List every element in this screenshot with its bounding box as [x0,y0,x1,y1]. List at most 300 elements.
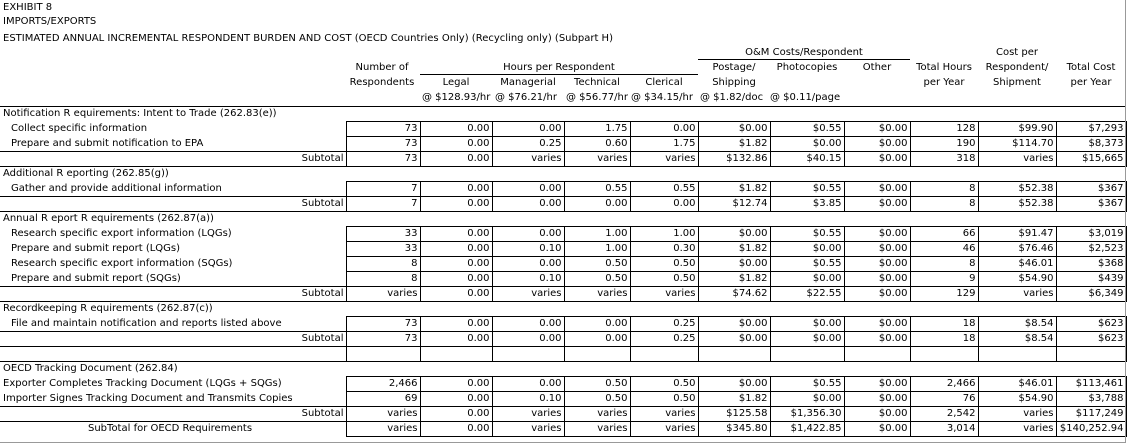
value-cell: 0.50 [564,392,630,407]
value-cell: varies [564,422,630,437]
row-label: Subtotal [0,152,346,167]
value-cell: $0.00 [770,272,844,287]
empty-cell [1056,347,1126,362]
rate-legal: @ $128.93/hr [422,92,491,103]
header-number-of: Number of [355,62,409,73]
empty-cell [770,347,844,362]
header-postage: Postage/ [712,62,756,73]
value-cell: $367 [1056,182,1126,197]
value-cell: 129 [910,287,978,302]
burden-table [0,106,1127,437]
section-label: Notification R equirements: Intent to Trade (262.83(e)) [0,107,346,122]
value-cell: 0.50 [564,377,630,392]
section-header-row [0,362,1126,377]
value-cell: $0.00 [770,392,844,407]
value-cell: $8,373 [1056,137,1126,152]
empty-cell [564,347,630,362]
empty-cell [844,107,910,122]
empty-cell [346,167,420,182]
value-cell: 0.50 [564,257,630,272]
empty-cell [1056,107,1126,122]
empty-cell [492,107,564,122]
empty-cell [978,167,1056,182]
value-cell: 128 [910,122,978,137]
header-other: Other [862,62,892,73]
empty-cell [346,347,420,362]
value-cell: 9 [910,272,978,287]
value-cell: $0.00 [844,227,910,242]
value-cell: varies [346,287,420,302]
empty-cell [346,107,420,122]
value-cell: 1.00 [564,227,630,242]
value-cell: $1,356.30 [770,407,844,422]
value-cell: $0.00 [770,332,844,347]
value-cell: $368 [1056,257,1126,272]
value-cell: 0.25 [630,317,698,332]
value-cell: $0.00 [844,377,910,392]
value-cell: varies [630,422,698,437]
header-managerial: Managerial [500,77,556,88]
value-cell: $0.00 [844,122,910,137]
value-cell: 0.00 [492,332,564,347]
empty-cell [420,362,492,377]
value-cell: $6,349 [1056,287,1126,302]
value-cell: 46 [910,242,978,257]
value-cell: 0.00 [564,317,630,332]
value-cell: $0.00 [844,287,910,302]
value-cell: 2,542 [910,407,978,422]
subtotal-row [0,332,1126,347]
value-cell: 0.00 [630,122,698,137]
header-total-hours: Total Hours [916,62,972,73]
table-row [0,317,1126,332]
empty-cell [630,107,698,122]
value-cell: 8 [346,272,420,287]
empty-cell [978,107,1056,122]
value-cell: 1.75 [630,137,698,152]
empty-cell [630,347,698,362]
value-cell: varies [492,407,564,422]
value-cell: $22.55 [770,287,844,302]
empty-cell [492,212,564,227]
value-cell: 0.10 [492,272,564,287]
table-row [0,137,1126,152]
value-cell: 0.00 [492,197,564,212]
subtotal-row [0,287,1126,302]
grand-total-row [0,422,1126,437]
empty-cell [346,302,420,317]
empty-cell [844,362,910,377]
row-label: Prepare and submit report (SQGs) [11,272,181,284]
row-label: Exporter Completes Tracking Document (LQGs + SQGs) [3,378,282,389]
value-cell: 0.00 [420,197,492,212]
value-cell: 1.00 [630,227,698,242]
section-header-row [0,212,1126,227]
value-cell: 0.00 [420,152,492,167]
empty-cell [910,167,978,182]
value-cell: 0.00 [630,197,698,212]
empty-cell [978,347,1056,362]
value-cell: $40.15 [770,152,844,167]
value-cell: $117,249 [1056,407,1126,422]
table-row [0,182,1126,197]
empty-cell [770,302,844,317]
value-cell: 0.00 [564,332,630,347]
header-clerical: Clerical [645,77,683,88]
value-cell: $0.00 [698,227,770,242]
value-cell: 318 [910,152,978,167]
empty-cell [910,362,978,377]
empty-cell [1056,362,1126,377]
value-cell: $46.01 [978,377,1056,392]
value-cell: 0.00 [420,242,492,257]
value-cell: $3.85 [770,197,844,212]
section-label: OECD Tracking Document (262.84) [0,362,346,377]
value-cell: $3,019 [1056,227,1126,242]
value-cell: $114.70 [978,137,1056,152]
empty-cell [844,212,910,227]
value-cell: $3,788 [1056,392,1126,407]
table-row [0,257,1126,272]
value-cell: 0.50 [630,377,698,392]
value-cell: 1.75 [564,122,630,137]
exhibit-description: ESTIMATED ANNUAL INCREMENTAL RESPONDENT BURDEN AND COST (OECD Countries Only) (Recycling only) (Subpart H) [3,33,613,44]
empty-cell [770,362,844,377]
value-cell: 76 [910,392,978,407]
value-cell: varies [630,287,698,302]
value-cell: 8 [910,257,978,272]
value-cell: 0.00 [420,137,492,152]
empty-cell [910,212,978,227]
table-row [0,392,1126,407]
value-cell: 0.00 [492,317,564,332]
section-label: Additional R eporting (262.85(g)) [0,167,346,182]
empty-cell [564,212,630,227]
value-cell: 0.00 [564,197,630,212]
empty-cell [698,167,770,182]
exhibit-subject: IMPORTS/EXPORTS [3,16,97,27]
empty-cell [630,212,698,227]
empty-cell [346,212,420,227]
value-cell: $0.00 [698,317,770,332]
value-cell: 8 [346,257,420,272]
header-underline [420,74,698,75]
value-cell: 8 [910,197,978,212]
value-cell: $52.38 [978,197,1056,212]
value-cell: varies [564,152,630,167]
value-cell: $54.90 [978,392,1056,407]
value-cell: $74.62 [698,287,770,302]
value-cell: $0.55 [770,182,844,197]
empty-cell [698,347,770,362]
value-cell: 0.00 [492,257,564,272]
value-cell: 0.00 [420,182,492,197]
empty-cell [910,347,978,362]
empty-cell [844,347,910,362]
value-cell: 2,466 [346,377,420,392]
value-cell: $0.00 [844,137,910,152]
empty-cell [564,302,630,317]
value-cell: $8.54 [978,317,1056,332]
empty-cell [420,302,492,317]
section-header-row [0,107,1126,122]
value-cell: $54.90 [978,272,1056,287]
value-cell: 73 [346,122,420,137]
value-cell: $132.86 [698,152,770,167]
value-cell: 18 [910,332,978,347]
header-shipping: Shipping [712,77,756,88]
empty-cell [770,212,844,227]
header-om-costs: O&M Costs/Respondent [745,47,863,58]
value-cell: $0.55 [770,122,844,137]
value-cell: 0.50 [630,272,698,287]
value-cell: $0.00 [844,422,910,437]
table-row [0,377,1126,392]
value-cell: $367 [1056,197,1126,212]
value-cell: 0.50 [564,272,630,287]
value-cell: 33 [346,227,420,242]
section-label: Recordkeeping R equirements (262.87(c)) [0,302,346,317]
empty-cell [492,167,564,182]
empty-cell [630,362,698,377]
table-row [0,242,1126,257]
header-per-year: per Year [923,77,965,88]
empty-cell [420,167,492,182]
value-cell: $91.47 [978,227,1056,242]
row-label: Subtotal [0,332,346,347]
row-label: Subtotal [0,407,346,422]
value-cell: $7,293 [1056,122,1126,137]
value-cell: 0.00 [420,257,492,272]
value-cell: $0.55 [770,377,844,392]
row-label: Research specific export information (LQGs) [11,228,232,239]
value-cell: 0.00 [420,122,492,137]
rate-technical: @ $56.77/hr [566,92,628,103]
subtotal-row [0,152,1126,167]
row-label: Prepare and submit report (LQGs) [11,243,181,254]
value-cell: 0.50 [630,392,698,407]
value-cell: 0.00 [420,407,492,422]
value-cell: 73 [346,317,420,332]
row-label: Subtotal [0,197,346,212]
value-cell: 0.00 [420,332,492,347]
exhibit-number: EXHIBIT 8 [3,2,53,13]
value-cell: $2,523 [1056,242,1126,257]
value-cell: 0.30 [630,242,698,257]
table-body [0,107,1126,437]
value-cell: 0.00 [492,182,564,197]
value-cell: 190 [910,137,978,152]
empty-cell [564,167,630,182]
value-cell: 18 [910,317,978,332]
empty-cell [564,107,630,122]
value-cell: $0.00 [770,137,844,152]
value-cell: $0.00 [844,392,910,407]
value-cell: 0.55 [630,182,698,197]
empty-cell [698,212,770,227]
value-cell: $623 [1056,332,1126,347]
value-cell: 0.00 [420,272,492,287]
empty-cell [1056,302,1126,317]
value-cell: $439 [1056,272,1126,287]
value-cell: 73 [346,332,420,347]
value-cell: 7 [346,197,420,212]
value-cell: 0.50 [630,257,698,272]
empty-cell [844,167,910,182]
value-cell: varies [346,422,420,437]
value-cell: varies [630,152,698,167]
value-cell: varies [564,287,630,302]
empty-cell [698,107,770,122]
value-cell: $0.00 [698,257,770,272]
header-shipment: Shipment [993,77,1041,88]
table-row [0,122,1126,137]
empty-cell [630,302,698,317]
blank-row [0,347,1126,362]
value-cell: 0.00 [420,227,492,242]
value-cell: 0.00 [420,287,492,302]
value-cell: 66 [910,227,978,242]
value-cell: varies [978,152,1056,167]
empty-cell [630,167,698,182]
value-cell: 0.60 [564,137,630,152]
value-cell: $0.00 [844,242,910,257]
header-total-cost-per-year: per Year [1070,77,1112,88]
value-cell: 0.00 [420,317,492,332]
value-cell: 3,014 [910,422,978,437]
value-cell: varies [564,407,630,422]
value-cell: 0.00 [420,392,492,407]
value-cell: 0.25 [630,332,698,347]
table-row [0,227,1126,242]
value-cell: $125.58 [698,407,770,422]
value-cell: 0.00 [420,377,492,392]
value-cell: $1.82 [698,392,770,407]
empty-cell [698,302,770,317]
value-cell: 0.10 [492,392,564,407]
table-row [0,272,1126,287]
value-cell: $0.55 [770,227,844,242]
empty-cell [564,362,630,377]
header-underline [698,59,910,60]
empty-cell [0,347,346,362]
empty-cell [844,302,910,317]
value-cell: $0.00 [844,317,910,332]
section-label: Annual R eport R equirements (262.87(a)) [0,212,346,227]
empty-cell [978,362,1056,377]
subtotal-row [0,407,1126,422]
value-cell: varies [978,407,1056,422]
value-cell: varies [492,152,564,167]
value-cell: $623 [1056,317,1126,332]
value-cell: $1.82 [698,137,770,152]
empty-cell [492,302,564,317]
value-cell: $12.74 [698,197,770,212]
value-cell: $0.00 [698,332,770,347]
value-cell: $52.38 [978,182,1056,197]
row-label: Collect specific information [11,123,148,134]
value-cell: $140,252.94 [1056,422,1126,437]
value-cell: 0.00 [492,227,564,242]
value-cell: 0.10 [492,242,564,257]
value-cell: varies [492,287,564,302]
value-cell: $1.82 [698,272,770,287]
value-cell: 73 [346,137,420,152]
value-cell: 0.00 [420,422,492,437]
value-cell: 33 [346,242,420,257]
header-respondents: Respondents [349,77,415,88]
value-cell: $0.55 [770,257,844,272]
empty-cell [770,107,844,122]
header-hours-per-respondent: Hours per Respondent [503,62,615,73]
value-cell: 0.55 [564,182,630,197]
rate-clerical: @ $34.15/hr [631,92,693,103]
value-cell: $99.90 [978,122,1056,137]
empty-cell [492,347,564,362]
section-header-row [0,167,1126,182]
value-cell: $76.46 [978,242,1056,257]
value-cell: $0.00 [844,332,910,347]
subtotal-row [0,197,1126,212]
value-cell: $0.00 [844,272,910,287]
value-cell: varies [978,287,1056,302]
empty-cell [420,347,492,362]
value-cell: $1,422.85 [770,422,844,437]
value-cell: 69 [346,392,420,407]
value-cell: $0.00 [698,122,770,137]
row-label: Subtotal [0,287,346,302]
value-cell: 2,466 [910,377,978,392]
header-total-cost: Total Cost [1066,62,1116,73]
row-label: Gather and provide additional information [11,182,222,194]
value-cell: varies [492,422,564,437]
value-cell: varies [978,422,1056,437]
value-cell: $345.80 [698,422,770,437]
empty-cell [420,212,492,227]
header-respondent: Respondent/ [985,62,1049,73]
value-cell: varies [346,407,420,422]
value-cell: $0.00 [844,182,910,197]
value-cell: $15,665 [1056,152,1126,167]
value-cell: $1.82 [698,242,770,257]
value-cell: $0.00 [844,257,910,272]
empty-cell [420,107,492,122]
empty-cell [978,302,1056,317]
row-label: Importer Signes Tracking Document and Transmits Copies [3,392,293,404]
section-header-row [0,302,1126,317]
empty-cell [346,362,420,377]
header-cost-per: Cost per [995,47,1039,58]
rate-postage: @ $1.82/doc [700,92,764,103]
value-cell: 0.25 [492,137,564,152]
value-cell: $1.82 [698,182,770,197]
value-cell: $0.00 [770,242,844,257]
empty-cell [978,212,1056,227]
value-cell: $113,461 [1056,377,1126,392]
row-label: SubTotal for OECD Requirements [0,422,346,437]
empty-cell [1056,212,1126,227]
header-photocopies: Photocopies [776,62,838,73]
empty-cell [910,302,978,317]
empty-cell [1056,167,1126,182]
header-technical: Technical [574,77,620,88]
empty-cell [910,107,978,122]
value-cell: $8.54 [978,332,1056,347]
value-cell: varies [630,407,698,422]
value-cell: 0.00 [492,122,564,137]
row-label: File and maintain notification and reports listed above [11,317,282,329]
empty-cell [770,167,844,182]
